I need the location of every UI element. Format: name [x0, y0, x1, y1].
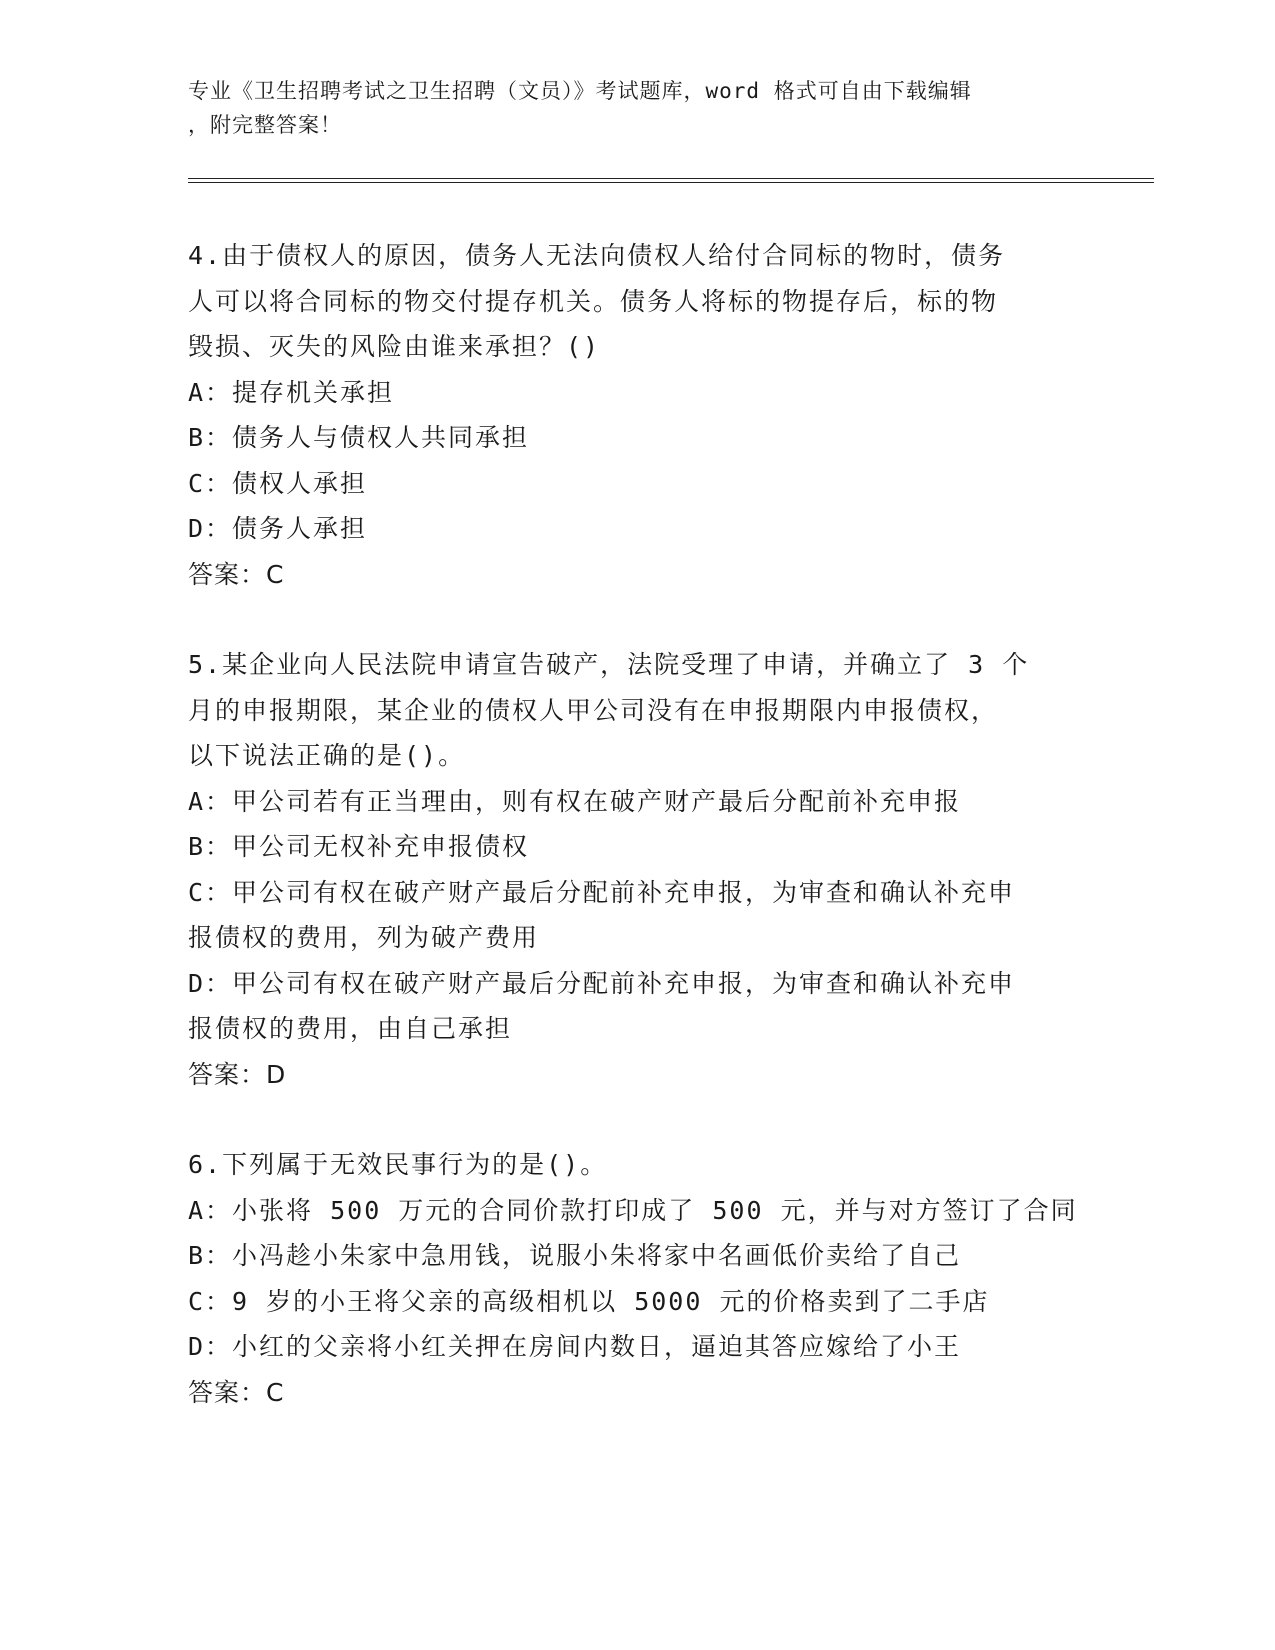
question-stem-line: 4.由于债权人的原因，债务人无法向债权人给付合同标的物时，债务: [188, 241, 1006, 270]
question-5: [188, 642, 1088, 1097]
question-stem-line: 毁损、灭失的风险由谁来承担？(): [188, 332, 601, 361]
question-stem-line: 6.下列属于无效民事行为的是()。: [188, 1150, 608, 1179]
question-stem-line: 人可以将合同标的物交付提存机关。债务人将标的物提存后，标的物: [188, 286, 999, 316]
document-header: [188, 74, 1068, 142]
header-line: 专业《卫生招聘考试之卫生招聘（文员）》考试题库，word 格式可自由下载编辑: [188, 79, 972, 103]
answer-label: 答案：D: [188, 1059, 287, 1089]
header-divider: [188, 178, 1154, 179]
answer-label: 答案：C: [188, 559, 285, 589]
option-d: D：小红的父亲将小红关押在房间内数日，逼迫其答应嫁给了小王: [188, 1332, 962, 1361]
question-4: [188, 233, 1088, 597]
option-c: C：9 岁的小王将父亲的高级相机以 5000 元的价格卖到了二手店: [188, 1286, 990, 1316]
question-stem-line: 5.某企业向人民法院申请宣告破产，法院受理了申请，并确立了 3 个: [188, 650, 1030, 679]
option-c: C：债权人承担: [188, 468, 368, 498]
question-6: [188, 1142, 1088, 1415]
header-line: ，附完整答案！: [188, 113, 342, 137]
option-b: B：甲公司无权补充申报债权: [188, 832, 530, 861]
option-a: A：小张将 500 万元的合同价款打印成了 500 元，并与对方签订了合同: [188, 1195, 1078, 1225]
answer-label: 答案：C: [188, 1377, 285, 1407]
option-d: D：债务人承担: [188, 514, 368, 543]
option-a: A：甲公司若有正当理由，则有权在破产财产最后分配前补充申报: [188, 786, 962, 816]
option-c: C：甲公司有权在破产财产最后分配前补充申报，为审查和确认补充申: [188, 877, 1016, 907]
option-a: A：提存机关承担: [188, 377, 395, 407]
option-d-continued: 报债权的费用，由自己承担: [188, 1014, 513, 1043]
option-b: B：小冯趁小朱家中急用钱，说服小朱将家中名画低价卖给了自己: [188, 1241, 962, 1270]
header-divider: [188, 182, 1154, 183]
option-b: B：债务人与债权人共同承担: [188, 423, 530, 452]
option-d: D：甲公司有权在破产财产最后分配前补充申报，为审查和确认补充申: [188, 968, 1016, 998]
question-stem-line: 月的申报期限，某企业的债权人甲公司没有在申报期限内申报债权，: [188, 695, 999, 725]
question-stem-line: 以下说法正确的是()。: [188, 741, 466, 770]
question-list: [188, 233, 1088, 1415]
option-c-continued: 报债权的费用，列为破产费用: [188, 923, 540, 952]
